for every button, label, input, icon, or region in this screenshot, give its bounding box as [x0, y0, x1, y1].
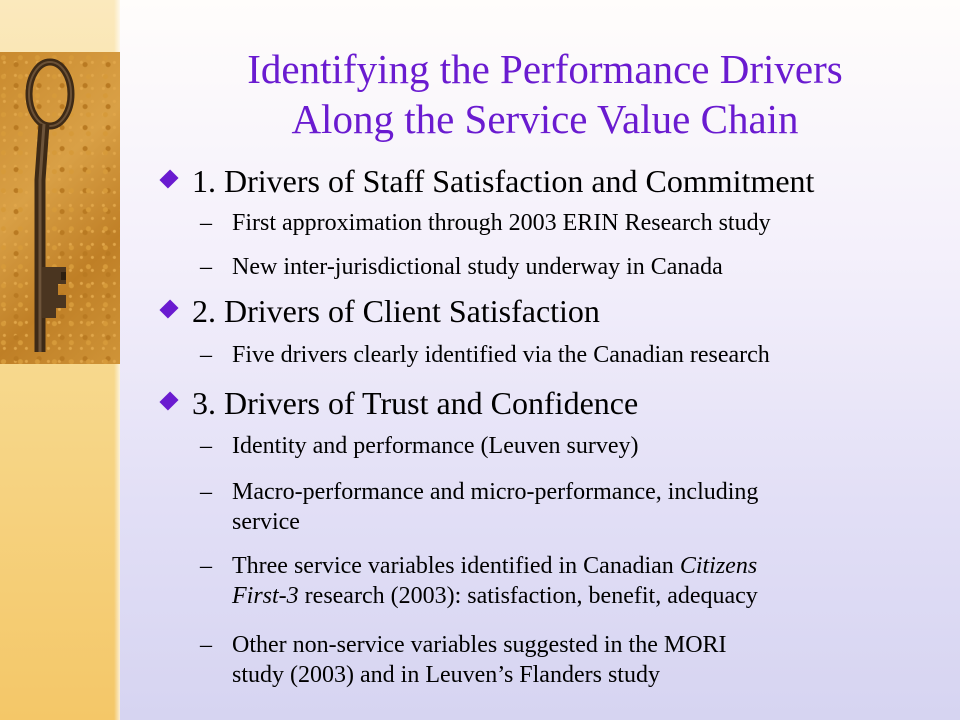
sub-bullet	[200, 431, 950, 461]
sub-bullet	[200, 208, 950, 238]
dash-icon: –	[200, 342, 212, 368]
dash-icon: –	[200, 553, 212, 579]
sub-bullet-text: Identity and performance (Leuven survey)	[232, 433, 639, 459]
diamond-bullet-icon	[159, 299, 178, 318]
sub-bullet-text: Other non-service variables suggested in the MORI	[232, 632, 727, 658]
diamond-bullet-icon	[159, 169, 178, 188]
sub-bullet	[200, 551, 950, 611]
sub-bullet-text: Macro-performance and micro-performance, including	[232, 479, 759, 505]
title-line-1: Identifying the Performance Drivers	[247, 46, 843, 92]
report-title-italic: Citizens	[679, 553, 758, 579]
dash-icon: –	[200, 632, 212, 658]
dash-icon: –	[200, 254, 212, 280]
diamond-bullet-icon	[159, 391, 178, 410]
slide-title	[150, 44, 940, 144]
key-photo	[0, 52, 120, 364]
sub-bullet-text: Three service variables identified in Canadian	[232, 553, 680, 579]
sub-bullet-text-cont: study (2003) and in Leuven’s Flanders study	[232, 662, 660, 688]
dash-icon: –	[200, 433, 212, 459]
sub-bullet-text-cont: service	[232, 509, 300, 535]
bullet-2	[163, 293, 600, 329]
antique-key-icon	[0, 52, 120, 364]
sub-bullet-text: Five drivers clearly identified via the Canadian research	[232, 342, 770, 368]
sub-bullet-text-cont: research (2003): satisfaction, benefit, adequacy	[298, 583, 758, 609]
sub-bullet	[200, 252, 950, 282]
bullet-text: 3. Drivers of Trust and Confidence	[192, 385, 639, 421]
bullet-1	[163, 163, 814, 199]
title-line-2: Along the Service Value Chain	[291, 96, 799, 142]
sub-bullet	[200, 630, 950, 690]
sub-bullet	[200, 340, 950, 370]
sub-bullet-text: New inter-jurisdictional study underway in Canada	[232, 254, 723, 280]
bullet-text: 1. Drivers of Staff Satisfaction and Commitment	[192, 163, 815, 199]
report-title-italic-cont: First-3	[232, 583, 299, 609]
dash-icon: –	[200, 479, 212, 505]
dash-icon: –	[200, 210, 212, 236]
sub-bullet-text: First approximation through 2003 ERIN Research study	[232, 210, 771, 236]
sub-bullet	[200, 477, 950, 537]
bullet-3	[163, 385, 638, 421]
bullet-text: 2. Drivers of Client Satisfaction	[192, 293, 600, 329]
